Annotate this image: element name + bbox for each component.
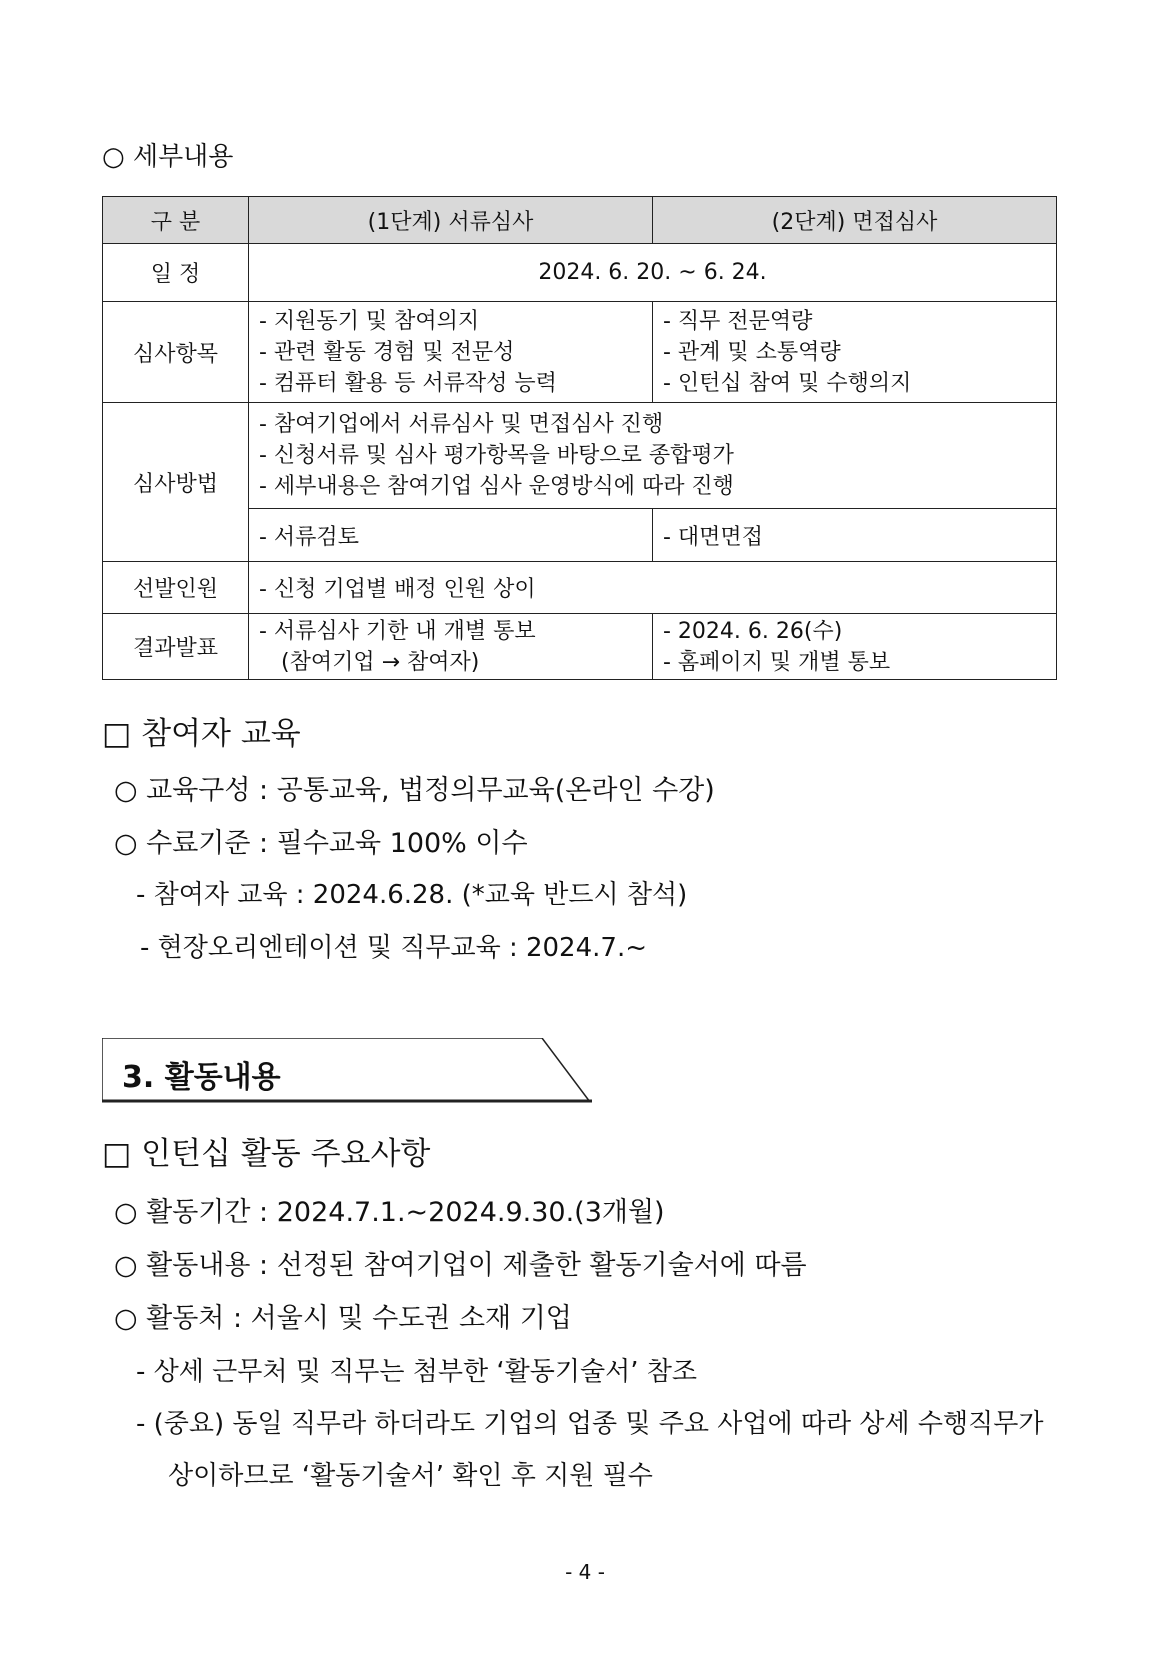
result-stage1 bbox=[249, 614, 653, 680]
table-row-selection bbox=[103, 562, 1057, 614]
internship-item: ○ 활동내용 : 선정된 참여기업이 제출한 활동기술서에 따름 bbox=[114, 1250, 807, 1281]
list-item: - 컴퓨터 활용 등 서류작성 능력 bbox=[259, 370, 557, 396]
education-item: ○ 수료기준 : 필수교육 100% 이수 bbox=[114, 828, 528, 859]
internship-item: ○ 활동기간 : 2024.7.1.~2024.9.30.(3개월) bbox=[114, 1197, 665, 1228]
internship-sub-item: - 상세 근무처 및 직무는 첨부한 ‘활동기술서’ 참조 bbox=[136, 1357, 697, 1387]
criteria-label: 심사항목 bbox=[103, 302, 249, 403]
header-category: 구 분 bbox=[103, 197, 249, 244]
internship-item: ○ 활동처 : 서울시 및 수도권 소재 기업 bbox=[114, 1303, 572, 1334]
method-stage1: - 서류검토 bbox=[249, 509, 653, 562]
internship-sub-item-continuation: 상이하므로 ‘활동기술서’ 확인 후 지원 필수 bbox=[168, 1461, 653, 1491]
criteria-stage2 bbox=[653, 302, 1057, 403]
list-item: - 직무 전문역량 bbox=[663, 308, 813, 334]
header-stage1: (1단계) 서류심사 bbox=[249, 197, 653, 244]
result-stage2 bbox=[653, 614, 1057, 680]
selection-label: 선발인원 bbox=[103, 562, 249, 614]
education-heading: □ 참여자 교육 bbox=[102, 716, 301, 752]
list-item: - 신청서류 및 심사 평가항목을 바탕으로 종합평가 bbox=[259, 443, 734, 468]
section-title: 3. 활동내용 bbox=[122, 1060, 281, 1095]
list-item: - 2024. 6. 26(수) bbox=[663, 618, 843, 644]
header-stage2: (2단계) 면접심사 bbox=[653, 197, 1057, 244]
selection-value: - 신청 기업별 배정 인원 상이 bbox=[249, 562, 1057, 614]
details-heading: ○ 세부내용 bbox=[102, 142, 234, 172]
schedule-value: 2024. 6. 20. ~ 6. 24. bbox=[249, 244, 1057, 302]
education-item: ○ 교육구성 : 공통교육, 법정의무교육(온라인 수강) bbox=[114, 775, 715, 806]
list-item: - 관련 활동 경험 및 전문성 bbox=[259, 339, 515, 365]
list-item: - 홈페이지 및 개별 통보 bbox=[663, 649, 891, 675]
page-number: - 4 - bbox=[565, 1560, 605, 1584]
criteria-stage1 bbox=[249, 302, 653, 403]
list-item: (참여기업 → 참여자) bbox=[281, 649, 480, 675]
table-row-method bbox=[103, 403, 1057, 509]
list-item: - 세부내용은 참여기업 심사 운영방식에 따라 진행 bbox=[259, 474, 734, 499]
internship-sub-item: - (중요) 동일 직무라 하더라도 기업의 업종 및 주요 사업에 따라 상세 수행직무가 bbox=[136, 1409, 1044, 1439]
review-table bbox=[102, 196, 1057, 680]
table-row-criteria bbox=[103, 302, 1057, 403]
schedule-label: 일 정 bbox=[103, 244, 249, 302]
list-item: - 인턴십 참여 및 수행의지 bbox=[663, 370, 912, 396]
list-item: - 서류심사 기한 내 개별 통보 bbox=[259, 618, 536, 644]
education-sub-item: - 참여자 교육 : 2024.6.28. (*교육 반드시 참석) bbox=[136, 880, 688, 910]
method-label: 심사방법 bbox=[103, 403, 249, 562]
table-row-schedule bbox=[103, 244, 1057, 302]
section-title-bar bbox=[102, 1038, 592, 1102]
method-common bbox=[249, 403, 1057, 509]
list-item: - 참여기업에서 서류심사 및 면접심사 진행 bbox=[259, 412, 664, 437]
table-header-row bbox=[103, 197, 1057, 244]
list-item: - 관계 및 소통역량 bbox=[663, 339, 841, 365]
method-stage2: - 대면면접 bbox=[653, 509, 1057, 562]
result-label: 결과발표 bbox=[103, 614, 249, 680]
internship-heading: □ 인턴십 활동 주요사항 bbox=[102, 1136, 431, 1172]
list-item: - 지원동기 및 참여의지 bbox=[259, 308, 480, 334]
table-row-result bbox=[103, 614, 1057, 680]
education-sub-item: - 현장오리엔테이션 및 직무교육 : 2024.7.~ bbox=[140, 933, 647, 963]
